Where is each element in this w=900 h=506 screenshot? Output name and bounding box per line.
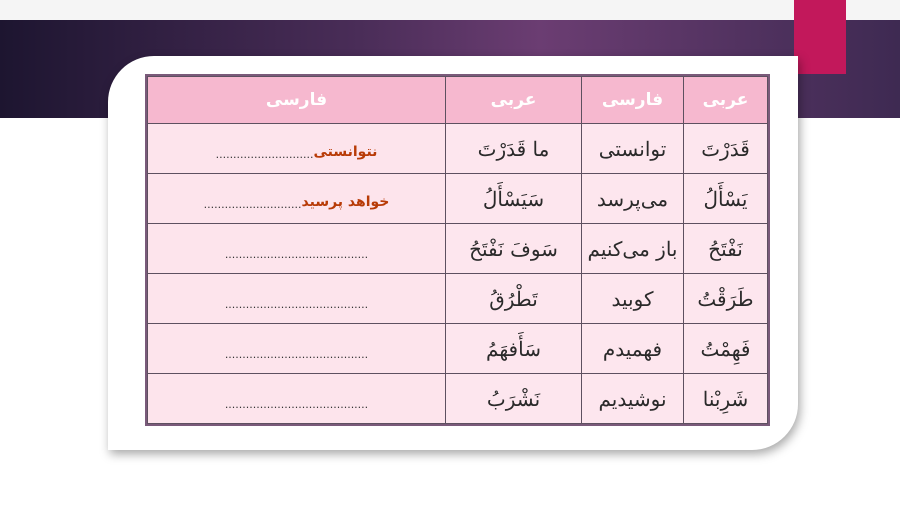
arabic-word: فَهِمْتُ (684, 324, 768, 374)
answer-cell[interactable] (148, 224, 446, 274)
header-persian-1: فارسی (582, 77, 684, 124)
header-persian-2: فارسی (148, 77, 446, 124)
arabic-phrase: سَوفَ نَفْتَحُ (446, 224, 582, 274)
persian-meaning: باز می‌کنیم (582, 224, 684, 274)
arabic-phrase: ما قَدَرْتَ (446, 124, 582, 174)
accent-block (794, 0, 846, 74)
answer-text: خواهد پرسید (301, 193, 390, 210)
table-row (148, 224, 768, 274)
answer-blank: ............................ (215, 147, 314, 161)
table-header-row (148, 77, 768, 124)
persian-meaning: می‌پرسد (582, 174, 684, 224)
table-row (148, 324, 768, 374)
vocab-table (147, 76, 768, 424)
arabic-word: طَرَقْتُ (684, 274, 768, 324)
answer-blank: ......................................... (224, 397, 369, 411)
answer-blank: ......................................... (224, 247, 369, 261)
answer-blank: ......................................... (224, 297, 369, 311)
answer-blank: ......................................... (224, 347, 369, 361)
answer-cell[interactable] (148, 174, 446, 224)
arabic-phrase: سَيَسْأَلُ (446, 174, 582, 224)
table-row (148, 124, 768, 174)
arabic-word: شَرِبْنا (684, 374, 768, 424)
answer-cell[interactable] (148, 274, 446, 324)
answer-cell[interactable] (148, 374, 446, 424)
header-arabic-2: عربی (446, 77, 582, 124)
answer-cell[interactable] (148, 324, 446, 374)
arabic-phrase: سَأَفهَمُ (446, 324, 582, 374)
persian-meaning: فهمیدم (582, 324, 684, 374)
arabic-phrase: تَطْرُقُ (446, 274, 582, 324)
table-row (148, 174, 768, 224)
arabic-word: قَدَرْتَ (684, 124, 768, 174)
persian-meaning: توانستی (582, 124, 684, 174)
persian-meaning: نوشیدیم (582, 374, 684, 424)
arabic-phrase: نَشْرَبُ (446, 374, 582, 424)
answer-blank: ............................ (203, 197, 302, 211)
table-row (148, 274, 768, 324)
arabic-word: يَسْأَلُ (684, 174, 768, 224)
answer-cell[interactable] (148, 124, 446, 174)
answer-text: نتوانستی (313, 143, 378, 160)
header-arabic-1: عربی (684, 77, 768, 124)
top-margin (0, 0, 900, 20)
table-row (148, 374, 768, 424)
persian-meaning: کوبید (582, 274, 684, 324)
arabic-word: نَفْتَحُ (684, 224, 768, 274)
